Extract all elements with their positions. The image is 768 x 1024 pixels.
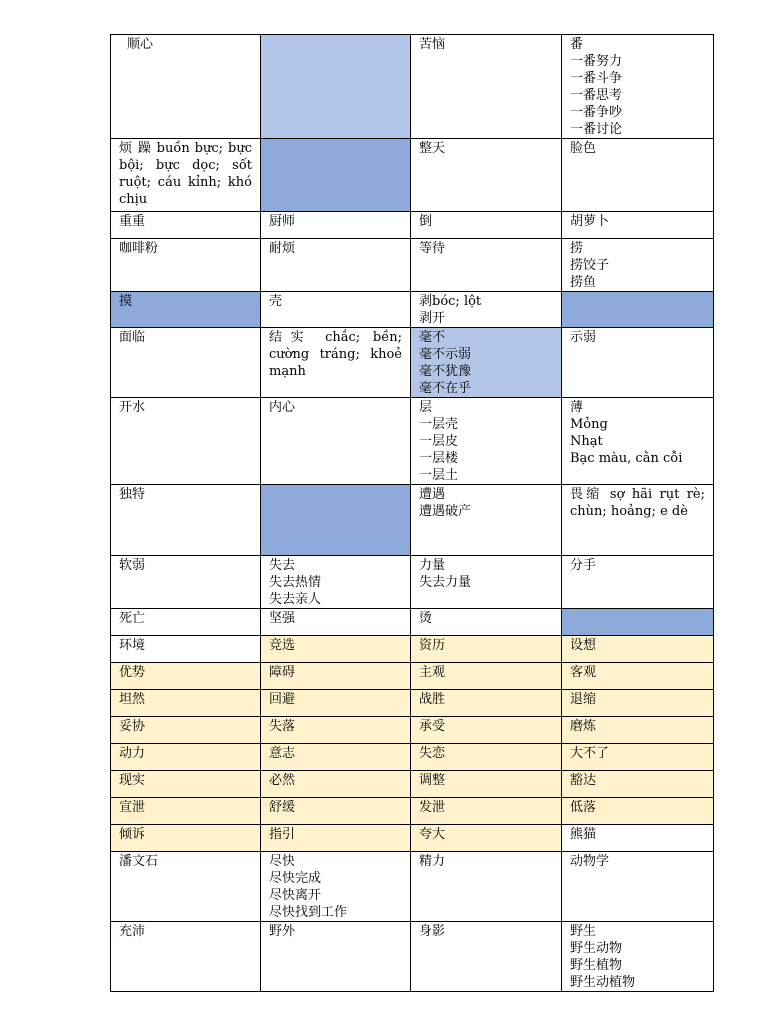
cell-text: 胡萝卜	[570, 214, 610, 229]
cell-text: 失去力量	[419, 575, 472, 590]
table-cell	[562, 852, 714, 922]
table-cell	[261, 663, 411, 690]
cell-text: 优势	[119, 665, 146, 680]
table-cell	[562, 398, 714, 485]
cell-text: 充沛	[119, 924, 146, 939]
table-row	[111, 663, 714, 690]
table-cell	[111, 663, 261, 690]
cell-text: 苦恼	[419, 37, 446, 52]
cell-text: Nhạt	[570, 434, 603, 449]
table-cell	[111, 556, 261, 609]
table-row	[111, 556, 714, 609]
cell-text: 结实 chắc; bền; cường tráng; khoẻ mạnh	[269, 330, 402, 379]
table-cell	[261, 239, 411, 292]
cell-text: 野外	[269, 924, 296, 939]
cell-text: 野生植物	[570, 958, 623, 973]
cell-text: 尽快	[269, 854, 296, 869]
table-row	[111, 139, 714, 212]
cell-text: Bạc màu, cằn cỗi	[570, 451, 683, 466]
cell-text: 精力	[419, 854, 446, 869]
cell-text: 一番斗争	[570, 71, 623, 86]
cell-text: 发泄	[419, 800, 446, 815]
cell-text: 独特	[119, 487, 146, 502]
table-cell	[562, 825, 714, 852]
table-row	[111, 328, 714, 398]
cell-text: 野生动植物	[570, 975, 636, 990]
table-cell	[562, 239, 714, 292]
cell-text: 夸大	[419, 827, 446, 842]
cell-text: 承受	[419, 719, 446, 734]
table-cell	[261, 717, 411, 744]
cell-text: 一层楼	[419, 451, 459, 466]
cell-text: 捞饺子	[570, 258, 610, 273]
table-cell	[111, 485, 261, 556]
table-cell	[111, 922, 261, 992]
table-cell	[111, 852, 261, 922]
cell-text: 重重	[119, 214, 146, 229]
table-row	[111, 239, 714, 292]
cell-text: 必然	[269, 773, 296, 788]
table-cell	[562, 922, 714, 992]
cell-text: 死亡	[119, 611, 146, 626]
cell-text: 薄	[570, 400, 584, 415]
table-cell	[111, 825, 261, 852]
table-cell	[261, 139, 411, 212]
cell-text: 潘文石	[119, 854, 159, 869]
cell-text: Mỏng	[570, 417, 608, 432]
cell-text: 磨炼	[570, 719, 597, 734]
cell-text: 咖啡粉	[119, 241, 159, 256]
cell-text: 番	[570, 37, 584, 52]
cell-text: 一层土	[419, 468, 459, 483]
cell-text: 等待	[419, 241, 446, 256]
table-cell	[411, 798, 562, 825]
cell-text: 尽快找到工作	[269, 905, 348, 920]
table-cell	[411, 690, 562, 717]
cell-text: 软弱	[119, 558, 146, 573]
cell-text: 毫不在乎	[419, 381, 472, 396]
table-row	[111, 398, 714, 485]
table-cell	[411, 556, 562, 609]
table-row	[111, 744, 714, 771]
table-row	[111, 798, 714, 825]
cell-text: 大不了	[570, 746, 610, 761]
cell-text: 舒缓	[269, 800, 296, 815]
cell-text: 壳	[269, 294, 283, 309]
cell-text: 身影	[419, 924, 446, 939]
table-cell	[111, 636, 261, 663]
table-cell	[562, 609, 714, 636]
cell-text: 设想	[570, 638, 597, 653]
cell-text: 失去	[269, 558, 296, 573]
table-cell	[261, 922, 411, 992]
table-cell	[562, 485, 714, 556]
cell-text: 指引	[269, 827, 296, 842]
table-cell	[411, 744, 562, 771]
table-cell	[261, 798, 411, 825]
table-cell	[411, 292, 562, 328]
table-cell	[261, 744, 411, 771]
table-cell	[562, 690, 714, 717]
table-row	[111, 825, 714, 852]
cell-text: 遭遇	[419, 487, 446, 502]
cell-text: 一番讨论	[570, 122, 623, 137]
cell-text: 示弱	[570, 330, 597, 345]
table-cell	[562, 139, 714, 212]
cell-text: 剥开	[419, 311, 446, 326]
table-cell	[562, 744, 714, 771]
vocabulary-table	[110, 34, 714, 992]
table-row	[111, 212, 714, 239]
cell-text: 失落	[269, 719, 296, 734]
table-cell	[261, 212, 411, 239]
cell-text: 熊猫	[570, 827, 597, 842]
cell-text: 面临	[119, 330, 146, 345]
table-cell	[562, 328, 714, 398]
cell-text: 尽快离开	[269, 888, 322, 903]
vocabulary-table-body	[111, 35, 714, 992]
cell-text: 层	[419, 400, 433, 415]
table-cell	[261, 825, 411, 852]
cell-text: 内心	[269, 400, 296, 415]
table-cell	[261, 771, 411, 798]
table-cell	[562, 717, 714, 744]
cell-text: 毫不	[419, 330, 446, 345]
table-cell	[411, 636, 562, 663]
cell-text: 畏缩 sợ hãi rụt rè; chùn; hoảng; e dè	[570, 487, 705, 519]
table-row	[111, 609, 714, 636]
table-cell	[411, 139, 562, 212]
cell-text: 野生	[570, 924, 597, 939]
table-cell	[562, 636, 714, 663]
cell-text: 一番争吵	[570, 105, 623, 120]
table-row	[111, 690, 714, 717]
table-cell	[111, 798, 261, 825]
cell-text: 豁达	[570, 773, 597, 788]
cell-text: 回避	[269, 692, 296, 707]
cell-text: 坦然	[119, 692, 146, 707]
cell-text: 烦 躁 buồn bực; bực bội; bực dọc; sốt ruột; cáu kỉnh; khó chịu	[119, 141, 252, 207]
cell-text: 厨师	[269, 214, 296, 229]
cell-text: 烫	[419, 611, 433, 626]
cell-text: 顺心	[127, 37, 154, 52]
cell-text: 毫不示弱	[419, 347, 472, 362]
cell-text: 一番思考	[570, 88, 623, 103]
table-cell	[562, 35, 714, 139]
cell-text: 一层壳	[419, 417, 459, 432]
cell-text: 耐烦	[269, 241, 296, 256]
cell-text: 环境	[119, 638, 146, 653]
cell-text: 资历	[419, 638, 446, 653]
cell-text: 倾诉	[119, 827, 146, 842]
cell-text: 主观	[419, 665, 446, 680]
table-cell	[411, 609, 562, 636]
table-cell	[562, 771, 714, 798]
cell-text: 摸	[119, 294, 133, 309]
table-cell	[261, 852, 411, 922]
cell-text: 捞鱼	[570, 275, 597, 290]
table-row	[111, 485, 714, 556]
table-cell	[111, 35, 261, 139]
table-cell	[411, 852, 562, 922]
cell-text: 退缩	[570, 692, 597, 707]
table-cell	[562, 292, 714, 328]
cell-text: 意志	[269, 746, 296, 761]
cell-text: 尽快完成	[269, 871, 322, 886]
cell-text: 失恋	[419, 746, 446, 761]
table-cell	[111, 771, 261, 798]
cell-text: 力量	[419, 558, 446, 573]
table-cell	[111, 239, 261, 292]
table-cell	[411, 771, 562, 798]
table-row	[111, 852, 714, 922]
cell-text: 开水	[119, 400, 146, 415]
cell-text: 客观	[570, 665, 597, 680]
table-row	[111, 292, 714, 328]
table-cell	[111, 328, 261, 398]
cell-text: 毫不犹豫	[419, 364, 472, 379]
table-cell	[111, 212, 261, 239]
table-row	[111, 922, 714, 992]
table-cell	[261, 328, 411, 398]
cell-text: 竞选	[269, 638, 296, 653]
cell-text: 一层皮	[419, 434, 459, 449]
table-cell	[261, 690, 411, 717]
table-cell	[411, 35, 562, 139]
cell-text: 障碍	[269, 665, 296, 680]
cell-text: 捞	[570, 241, 584, 256]
cell-text: 失去亲人	[269, 592, 322, 607]
table-cell	[261, 636, 411, 663]
table-row	[111, 636, 714, 663]
table-cell	[111, 744, 261, 771]
table-cell	[111, 717, 261, 744]
table-cell	[111, 609, 261, 636]
cell-text: 失去热情	[269, 575, 322, 590]
table-row	[111, 35, 714, 139]
table-row	[111, 717, 714, 744]
table-cell	[411, 825, 562, 852]
table-cell	[411, 717, 562, 744]
table-cell	[111, 139, 261, 212]
table-cell	[411, 663, 562, 690]
cell-text: 宣泄	[119, 800, 146, 815]
table-cell	[111, 690, 261, 717]
cell-text: 倒	[419, 214, 433, 229]
table-cell	[411, 398, 562, 485]
cell-text: 整天	[419, 141, 446, 156]
table-cell	[562, 663, 714, 690]
table-row	[111, 771, 714, 798]
cell-text: 脸色	[570, 141, 597, 156]
table-cell	[261, 485, 411, 556]
table-cell	[261, 398, 411, 485]
table-cell	[261, 35, 411, 139]
table-cell	[261, 556, 411, 609]
cell-text: 坚强	[269, 611, 296, 626]
table-cell	[111, 292, 261, 328]
cell-text: 动力	[119, 746, 146, 761]
table-cell	[562, 556, 714, 609]
table-cell	[411, 328, 562, 398]
table-cell	[261, 292, 411, 328]
cell-text: 现实	[119, 773, 146, 788]
cell-text: 妥协	[119, 719, 146, 734]
cell-text: 调整	[419, 773, 446, 788]
table-cell	[411, 922, 562, 992]
table-cell	[562, 798, 714, 825]
cell-text: 动物学	[570, 854, 610, 869]
table-cell	[261, 609, 411, 636]
cell-text: 剥bóc; lột	[419, 294, 482, 309]
table-cell	[411, 212, 562, 239]
cell-text: 战胜	[419, 692, 446, 707]
table-cell	[562, 212, 714, 239]
cell-text: 野生动物	[570, 941, 623, 956]
cell-text: 分手	[570, 558, 597, 573]
cell-text: 遭遇破产	[419, 504, 472, 519]
table-cell	[111, 398, 261, 485]
cell-text: 一番努力	[570, 54, 623, 69]
table-cell	[411, 485, 562, 556]
table-cell	[411, 239, 562, 292]
cell-text: 低落	[570, 800, 597, 815]
